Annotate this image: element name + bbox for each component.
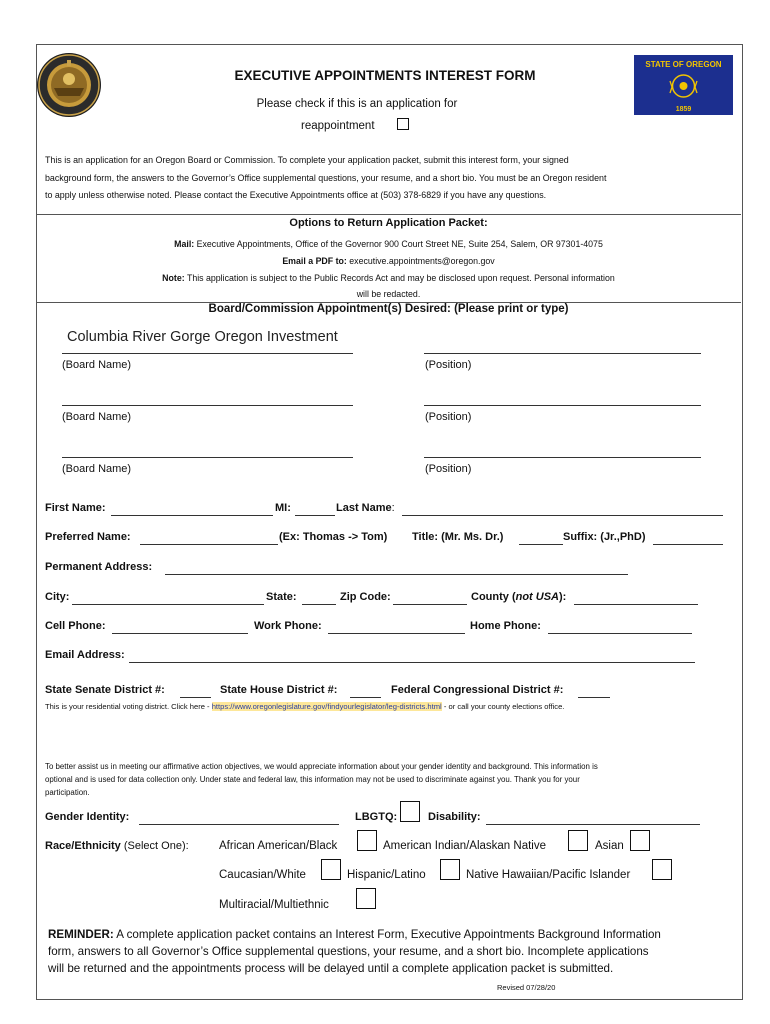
county-label-not-usa: not USA (515, 591, 559, 603)
district-note (45, 702, 564, 711)
native-hawaiian-checkbox[interactable] (652, 859, 672, 880)
option-asian: Asian (595, 840, 624, 852)
affirmative-line: optional and is used for data collection only. Under state and federal law, this information may not be used to discriminate against you. Thank you for your (45, 775, 580, 784)
option-hispanic: Hispanic/Latino (347, 869, 426, 881)
revised-date: Revised 07/28/20 (497, 983, 556, 992)
state-house-district-field[interactable] (350, 697, 381, 698)
oregon-flag-icon (634, 55, 733, 115)
last-name-colon: : (391, 502, 395, 514)
note-text: This application is subject to the Public Records Act and may be disclosed upon request. Personal information (184, 273, 615, 283)
permanent-address-field[interactable] (165, 574, 628, 575)
federal-district-label: Federal Congressional District #: (391, 684, 564, 696)
first-name-field[interactable] (111, 515, 273, 516)
city-label: City: (45, 591, 70, 603)
home-phone-field[interactable] (548, 633, 692, 634)
county-field[interactable] (574, 604, 698, 605)
mail-address: Executive Appointments, Office of the Governor 900 Court Street NE, Suite 254, Salem, OR 97301-4075 (194, 239, 603, 249)
suffix-field[interactable] (653, 544, 723, 545)
note-label: Note: (162, 273, 185, 283)
county-label-post: ): (559, 591, 567, 603)
title-field[interactable] (519, 544, 563, 545)
option-african-american: African American/Black (219, 840, 338, 852)
home-phone-label: Home Phone: (470, 620, 541, 632)
flag-year: 1859 (675, 106, 692, 113)
affirmative-line: participation. (45, 788, 90, 797)
federal-district-field[interactable] (578, 697, 610, 698)
position-label: (Position) (425, 411, 472, 423)
form-title: EXECUTIVE APPOINTMENTS INTEREST FORM (234, 68, 536, 83)
american-indian-checkbox[interactable] (568, 830, 588, 851)
state-label: State: (266, 591, 297, 603)
intro-paragraph (45, 152, 725, 205)
state-house-district-label: State House District #: (220, 684, 338, 696)
mi-field[interactable] (295, 515, 335, 516)
reminder-line-1 (48, 926, 738, 943)
gender-identity-label: Gender Identity: (45, 811, 130, 823)
lbgtq-label: LBGTQ: (355, 811, 398, 823)
reappointment-checkbox[interactable] (397, 118, 409, 130)
reminder-text-1: A complete application packet contains an Interest Form, Executive Appointments Background Information (113, 928, 661, 941)
position-label: (Position) (425, 359, 472, 371)
board-name-line-2[interactable] (62, 405, 353, 406)
board-name-entry-1[interactable]: Columbia River Gorge Oregon Investment (67, 329, 338, 345)
last-name-label (336, 502, 395, 514)
work-phone-field[interactable] (328, 633, 465, 634)
preferred-name-label: Preferred Name: (45, 531, 131, 543)
board-name-line-3[interactable] (62, 457, 353, 458)
reminder-label: REMINDER: (48, 928, 114, 941)
position-label: (Position) (425, 463, 472, 475)
cell-phone-label: Cell Phone: (45, 620, 106, 632)
intro-line: This is an application for an Oregon Board or Commission. To complete your application packet, submit this interest form, your signed (45, 155, 569, 165)
zip-code-label: Zip Code: (340, 591, 391, 603)
reappointment-text: Please check if this is an application for (256, 98, 458, 110)
board-name-line-1[interactable] (62, 353, 353, 354)
multiracial-checkbox[interactable] (356, 888, 376, 909)
affirmative-line: To better assist us in meeting our affirmative action objectives, we would appreciate information about your gender identity and background. This information is (45, 762, 598, 771)
suffix-label: Suffix: (Jr.,PhD) (563, 531, 646, 543)
intro-line: to apply unless otherwise noted. Please contact the Executive Appointments office at (503) 378-6829 if you have any questions. (45, 190, 547, 200)
race-ethnicity-label (45, 840, 189, 852)
asian-checkbox[interactable] (630, 830, 650, 851)
last-name-text: Last Name (336, 502, 392, 514)
state-senate-district-field[interactable] (180, 697, 211, 698)
board-name-label: (Board Name) (62, 463, 132, 475)
zip-code-field[interactable] (393, 604, 467, 605)
position-line-1[interactable] (424, 353, 701, 354)
state-senate-district-label: State Senate District #: (45, 684, 165, 696)
return-options-title: Options to Return Application Packet: (289, 217, 488, 229)
hispanic-checkbox[interactable] (440, 859, 460, 880)
email-line (36, 256, 741, 266)
reminder-paragraph (48, 926, 738, 977)
preferred-name-field[interactable] (140, 544, 278, 545)
reminder-line-2: form, answers to all Governor’s Office supplemental questions, your resume, and a short bio. Incomplete applications (48, 945, 649, 958)
city-field[interactable] (72, 604, 264, 605)
intro-line: background form, the answers to the Governor’s Office supplemental questions, your resume, and a short bio. You must be an Oregon resident (45, 172, 607, 183)
flag-text: STATE OF OREGON (645, 60, 722, 69)
option-multiracial: Multiracial/Multiethnic (219, 899, 329, 911)
african-american-checkbox[interactable] (357, 830, 377, 851)
mail-line (36, 239, 741, 249)
race-ethnicity-title: Race/Ethnicity (45, 840, 121, 852)
district-note-pre: This is your residential voting district. Click here - (45, 702, 212, 711)
permanent-address-label: Permanent Address: (45, 561, 153, 573)
email-address-label: Email Address: (45, 649, 125, 661)
board-section-title: Board/Commission Appointment(s) Desired: (Please print or type) (208, 303, 569, 315)
district-lookup-link[interactable]: https://www.oregonlegislature.gov/findyourlegislator/leg-districts.html (211, 702, 442, 711)
race-select-one: (Select One): (120, 840, 189, 852)
disability-label: Disability: (428, 811, 481, 823)
gender-identity-field[interactable] (139, 824, 339, 825)
reminder-line-3: will be returned and the appointments process will be delayed until a complete application packet is submitted. (48, 962, 614, 975)
cell-phone-field[interactable] (112, 633, 248, 634)
records-note-line-2: will be redacted. (356, 289, 421, 299)
county-label (471, 591, 566, 603)
county-label-pre: County ( (471, 591, 516, 603)
option-caucasian: Caucasian/White (219, 869, 306, 881)
district-note-post: - or call your county elections office. (441, 702, 565, 711)
option-american-indian: American Indian/Alaskan Native (383, 840, 546, 852)
option-native-hawaiian: Native Hawaiian/Pacific Islander (466, 869, 631, 881)
board-name-label: (Board Name) (62, 411, 132, 423)
caucasian-checkbox[interactable] (321, 859, 341, 880)
lbgtq-checkbox[interactable] (400, 801, 420, 822)
affirmative-action-note (45, 760, 725, 799)
mail-label: Mail: (174, 239, 195, 249)
reappointment-label: reappointment (301, 120, 375, 132)
last-name-field[interactable] (402, 515, 723, 516)
email-address[interactable]: executive.appointments@oregon.gov (346, 256, 495, 266)
preferred-name-example: (Ex: Thomas -> Tom) (279, 531, 388, 543)
state-field[interactable] (302, 604, 336, 605)
work-phone-label: Work Phone: (254, 620, 322, 632)
email-label: Email a PDF to: (282, 256, 347, 266)
mi-label: MI: (275, 502, 291, 514)
title-label: Title: (Mr. Ms. Dr.) (412, 531, 504, 543)
disability-field[interactable] (486, 824, 700, 825)
first-name-label: First Name: (45, 502, 106, 514)
email-address-field[interactable] (129, 662, 695, 663)
board-name-label: (Board Name) (62, 359, 132, 371)
position-line-3[interactable] (424, 457, 701, 458)
records-note-line (36, 273, 741, 283)
position-line-2[interactable] (424, 405, 701, 406)
